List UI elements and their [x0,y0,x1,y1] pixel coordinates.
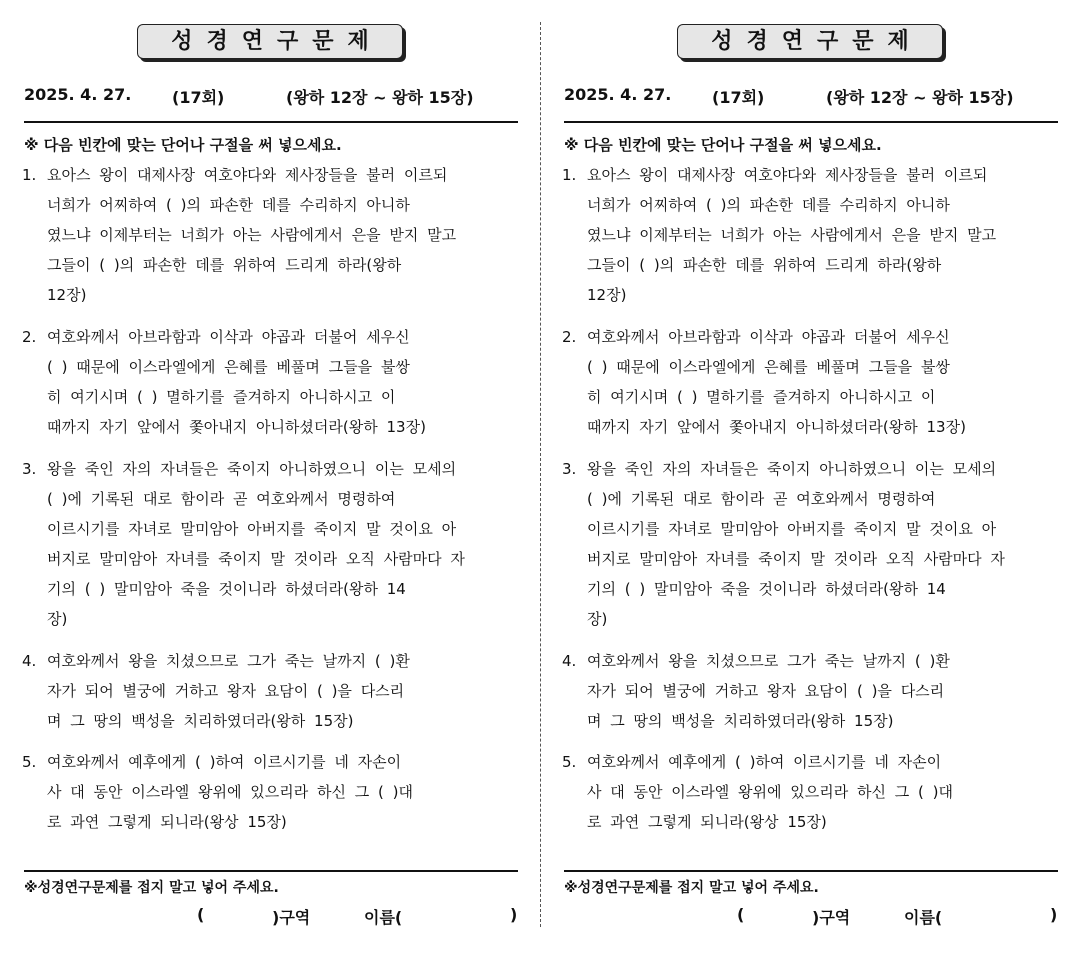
header-range: (왕하 12장 ~ 왕하 15장) [826,88,1014,107]
question-line: 며 그 땅의 백성을 치리하였더라(왕하 15장) [587,712,894,730]
instruction-text: ※ 다음 빈칸에 맞는 단어나 구절을 써 넣으세요. [564,136,882,154]
question-line: 버지로 말미암아 자녀를 죽이지 말 것이라 오직 사람마다 자 [587,550,1005,568]
district-label: )구역 [812,908,851,927]
question-4 [562,646,1058,736]
question-line: 이르시기를 자녀로 말미암아 아버지를 죽이지 말 것이요 아 [47,520,457,538]
footer-note: ※성경연구문제를 접지 말고 넣어 주세요. [564,880,819,896]
question-number: 2. [22,328,37,346]
footer-rule [564,870,1058,872]
question-line: ( )에 기록된 대로 함이라 곧 여호와께서 명령하여 [587,490,936,508]
district-label: )구역 [272,908,311,927]
question-line: 그들이 ( )의 파손한 데를 위하여 드리게 하라(왕하 [47,256,402,274]
question-line: 여호와께서 아브라함과 이삭과 야곱과 더불어 세우신 [47,328,410,346]
worksheet-right [562,0,1062,973]
district-open-paren: ( [737,905,745,924]
question-3 [562,454,1058,634]
question-2 [562,322,1058,442]
question-line: ( )에 기록된 대로 함이라 곧 여호와께서 명령하여 [47,490,396,508]
question-line: 히 여기시며 ( ) 멸하기를 즐겨하지 아니하시고 이 [587,388,936,406]
question-line: 히 여기시며 ( ) 멸하기를 즐겨하지 아니하시고 이 [47,388,396,406]
question-line: 장) [587,610,608,628]
name-label: 이름( [904,908,943,927]
question-number: 4. [22,652,37,670]
question-line: 이르시기를 자녀로 말미암아 아버지를 죽이지 말 것이요 아 [587,520,997,538]
question-2 [22,322,518,442]
question-line: 여호와께서 왕을 치셨으므로 그가 죽는 날까지 ( )환 [587,652,950,670]
name-close-paren: ) [1050,905,1058,924]
question-5 [22,747,518,837]
question-line: 때까지 자기 앞에서 쫓아내지 아니하셨더라(왕하 13장) [47,418,426,436]
question-line: 너희가 어찌하여 ( )의 파손한 데를 수리하지 아니하 [47,196,410,214]
question-number: 2. [562,328,577,346]
header-issue: (17회) [172,88,225,107]
question-line: ( ) 때문에 이스라엘에게 은혜를 베풀며 그들을 불쌍 [587,358,950,376]
question-line: 너희가 어찌하여 ( )의 파손한 데를 수리하지 아니하 [587,196,950,214]
worksheet-title: 성경연구문제 [137,24,403,59]
question-line: 요아스 왕이 대제사장 여호야다와 제사장들을 불러 이르되 [47,166,448,184]
worksheet-title: 성경연구문제 [677,24,943,59]
question-number: 5. [562,753,577,771]
question-line: 여호와께서 왕을 치셨으므로 그가 죽는 날까지 ( )환 [47,652,410,670]
question-1 [22,160,518,310]
question-number: 3. [562,460,577,478]
center-cut-line [540,22,541,927]
question-line: 여호와께서 예후에게 ( )하여 이르시기를 네 자손이 [587,753,942,771]
worksheet-left [22,0,522,973]
question-line: 기의 ( ) 말미암아 죽을 것이니라 하셨더라(왕하 14 [587,580,946,598]
footer-note: ※성경연구문제를 접지 말고 넣어 주세요. [24,880,279,896]
question-line: 장) [47,610,68,628]
instruction-text: ※ 다음 빈칸에 맞는 단어나 구절을 써 넣으세요. [24,136,342,154]
question-line: 12장) [47,286,87,304]
header-rule [24,121,518,123]
question-line: 왕을 죽인 자의 자녀들은 죽이지 아니하였으니 이는 모세의 [47,460,457,478]
question-line: 12장) [587,286,627,304]
question-line: 왕을 죽인 자의 자녀들은 죽이지 아니하였으니 이는 모세의 [587,460,997,478]
question-number: 1. [22,166,37,184]
worksheet-header [24,85,518,109]
question-number: 4. [562,652,577,670]
header-date: 2025. 4. 27. [564,85,672,104]
question-5 [562,747,1058,837]
question-line: 사 대 동안 이스라엘 왕위에 있으리라 하신 그 ( )대 [587,783,953,801]
question-3 [22,454,518,634]
question-line: 요아스 왕이 대제사장 여호야다와 제사장들을 불러 이르되 [587,166,988,184]
header-date: 2025. 4. 27. [24,85,132,104]
question-number: 5. [22,753,37,771]
name-label: 이름( [364,908,403,927]
question-line: ( ) 때문에 이스라엘에게 은혜를 베풀며 그들을 불쌍 [47,358,410,376]
question-number: 1. [562,166,577,184]
worksheet-header [564,85,1058,109]
question-line: 자가 되어 별궁에 거하고 왕자 요담이 ( )을 다스리 [587,682,945,700]
header-issue: (17회) [712,88,765,107]
question-line: 였느냐 이제부터는 너희가 아는 사람에게서 은을 받지 말고 [47,226,457,244]
name-district-line [22,905,518,927]
header-rule [564,121,1058,123]
name-close-paren: ) [510,905,518,924]
question-1 [562,160,1058,310]
question-line: 며 그 땅의 백성을 치리하였더라(왕하 15장) [47,712,354,730]
header-range: (왕하 12장 ~ 왕하 15장) [286,88,474,107]
name-district-line [562,905,1058,927]
question-line: 로 과연 그렇게 되니라(왕상 15장) [47,813,287,831]
question-4 [22,646,518,736]
question-number: 3. [22,460,37,478]
question-line: 자가 되어 별궁에 거하고 왕자 요담이 ( )을 다스리 [47,682,405,700]
question-line: 버지로 말미암아 자녀를 죽이지 말 것이라 오직 사람마다 자 [47,550,465,568]
question-line: 였느냐 이제부터는 너희가 아는 사람에게서 은을 받지 말고 [587,226,997,244]
footer-rule [24,870,518,872]
question-line: 여호와께서 아브라함과 이삭과 야곱과 더불어 세우신 [587,328,950,346]
question-line: 사 대 동안 이스라엘 왕위에 있으리라 하신 그 ( )대 [47,783,413,801]
question-line: 여호와께서 예후에게 ( )하여 이르시기를 네 자손이 [47,753,402,771]
question-line: 로 과연 그렇게 되니라(왕상 15장) [587,813,827,831]
question-line: 때까지 자기 앞에서 쫓아내지 아니하셨더라(왕하 13장) [587,418,966,436]
question-line: 그들이 ( )의 파손한 데를 위하여 드리게 하라(왕하 [587,256,942,274]
district-open-paren: ( [197,905,205,924]
question-line: 기의 ( ) 말미암아 죽을 것이니라 하셨더라(왕하 14 [47,580,406,598]
